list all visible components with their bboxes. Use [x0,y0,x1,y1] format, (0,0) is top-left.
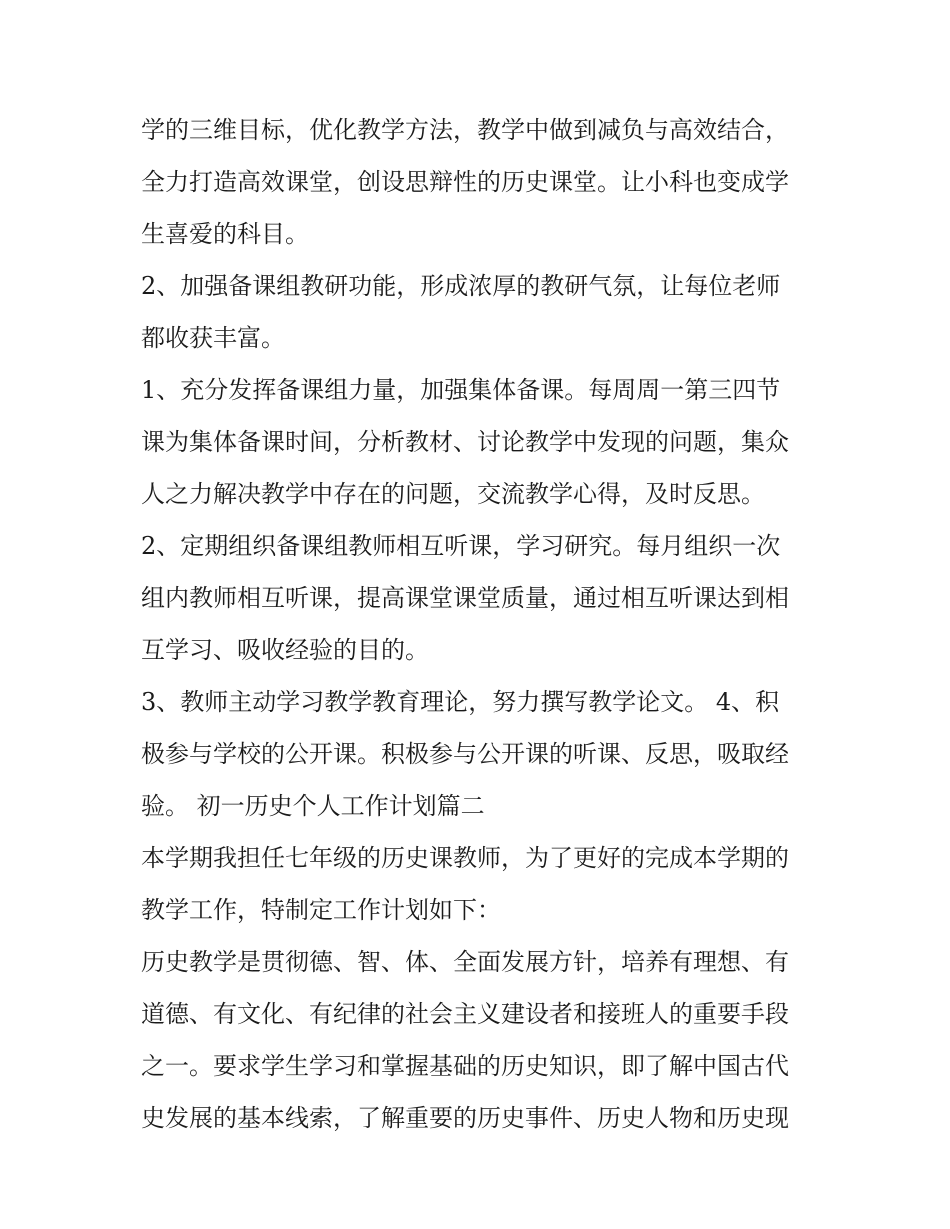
text-line: 人之力解决教学中存在的问题，交流教学心得，及时反思。 [141,480,765,508]
text-line: 道德、有文化、有纪律的社会主义建设者和接班人的重要手段 [141,1000,789,1028]
text-line: 验。 初一历史个人工作计划篇二 [141,792,485,820]
text-line: 2、加强备课组教研功能，形成浓厚的教研气氛，让每位老师 [141,272,781,300]
text-line: 2、定期组织备课组教师相互听课，学习研究。每月组织一次 [141,532,781,560]
text-line: 教学工作，特制定工作计划如下： [141,896,501,924]
text-line: 学的三维目标，优化教学方法，教学中做到减负与高效结合， [141,116,789,144]
text-line: 本学期我担任七年级的历史课教师，为了更好的完成本学期的 [141,844,789,872]
text-line: 生喜爱的科目。 [141,220,309,248]
text-line: 互学习、吸收经验的目的。 [141,636,429,664]
text-line: 都收获丰富。 [141,324,285,352]
text-line: 1、充分发挥备课组力量，加强集体备课。每周周一第三四节 [141,376,781,404]
document-body [141,104,821,1144]
text-line: 史发展的基本线索，了解重要的历史事件、历史人物和历史现 [141,1104,789,1132]
text-line: 3、教师主动学习教学教育理论，努力撰写教学论文。 4、积 [141,688,780,716]
text-line: 组内教师相互听课，提高课堂课堂质量，通过相互听课达到相 [141,584,789,612]
text-line: 课为集体备课时间，分析教材、讨论教学中发现的问题，集众 [141,428,789,456]
text-line: 全力打造高效课堂，创设思辩性的历史课堂。让小科也变成学 [141,168,789,196]
text-line: 历史教学是贯彻德、智、体、全面发展方针，培养有理想、有 [141,948,789,976]
text-line: 极参与学校的公开课。积极参与公开课的听课、反思，吸取经 [141,740,789,768]
text-line: 之一。要求学生学习和掌握基础的历史知识，即了解中国古代 [141,1052,789,1080]
